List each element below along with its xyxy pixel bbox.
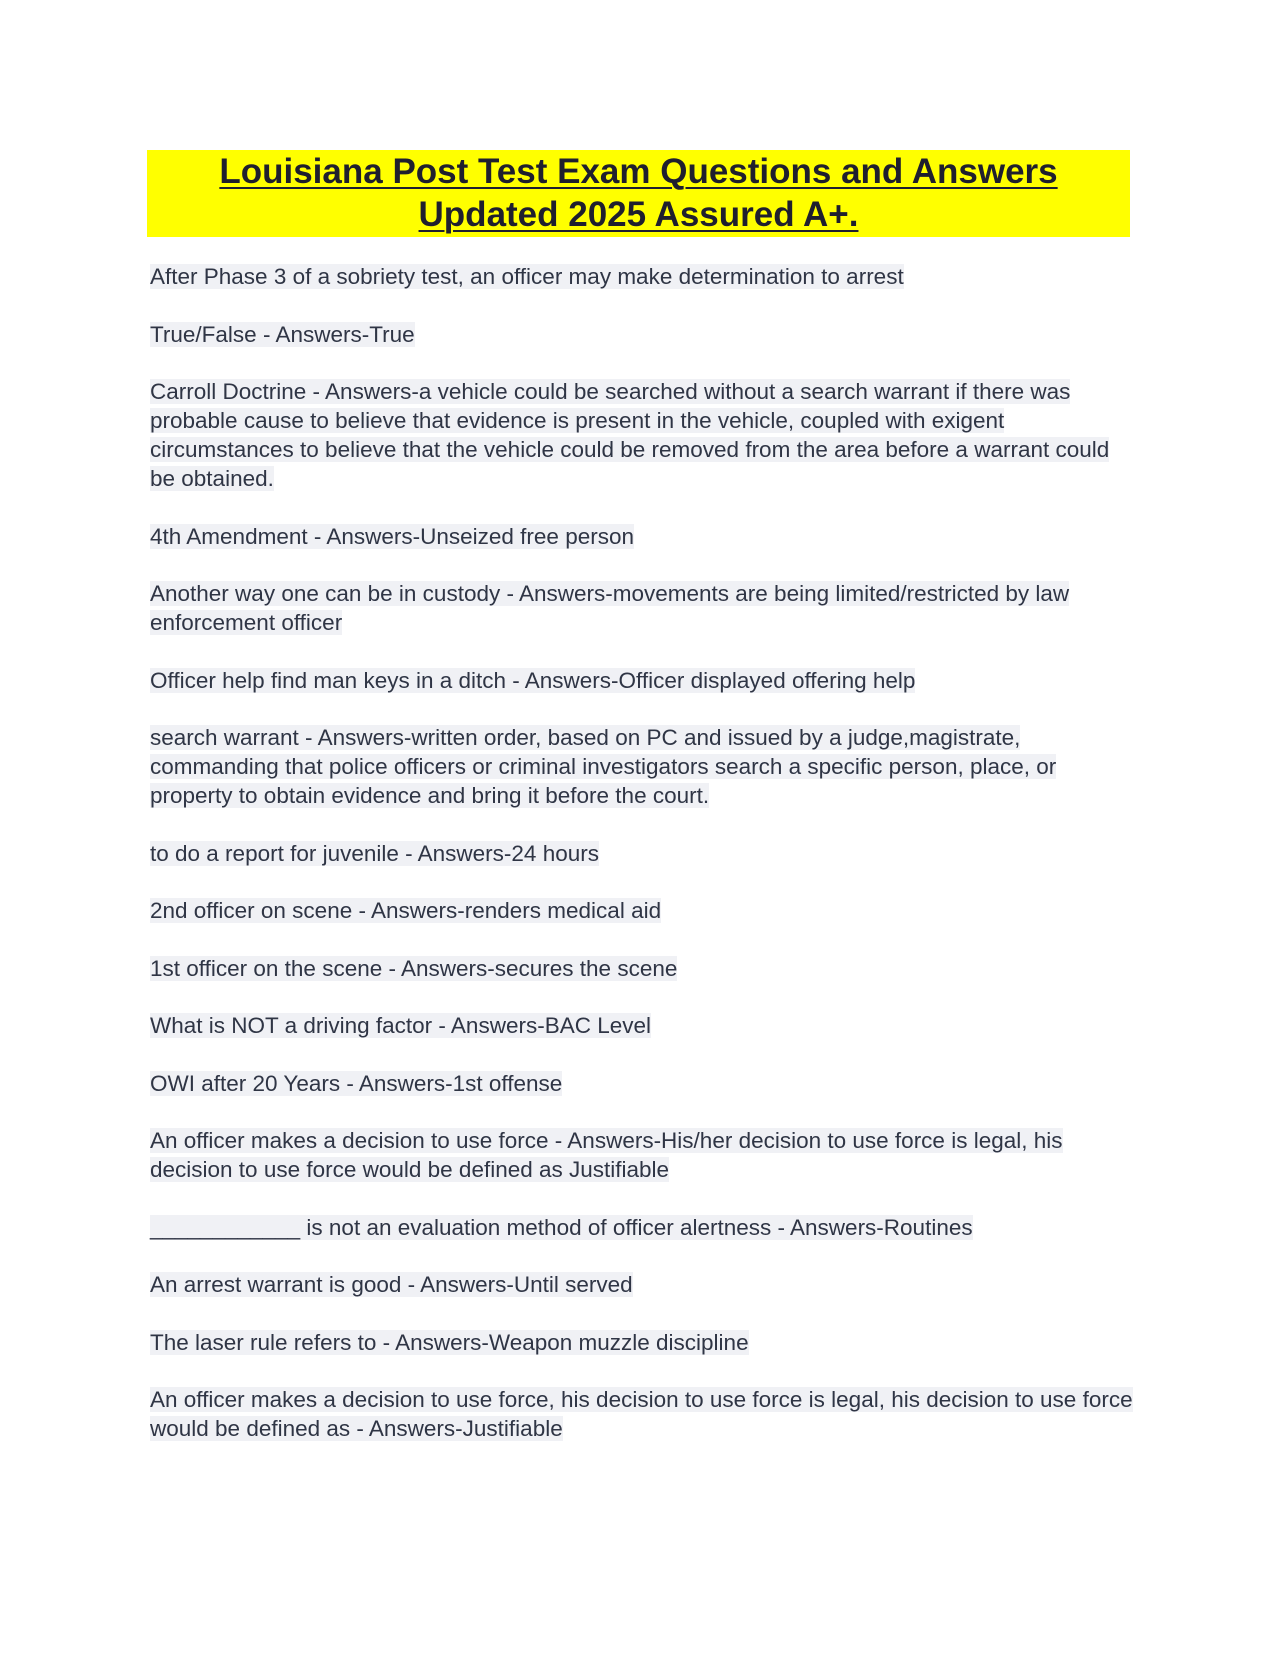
qa-text: 1st officer on the scene - Answers-secures the scene — [150, 955, 678, 981]
qa-entry — [150, 579, 1140, 637]
qa-text: An officer makes a decision to use force, his decision to use force is legal, his decision to use force would be defined as - Answers-Justifiable — [150, 1387, 1133, 1441]
qa-entry — [150, 723, 1140, 810]
qa-entry — [150, 1270, 1140, 1299]
qa-text: 4th Amendment - Answers-Unseized free person — [150, 523, 634, 549]
qa-text: Officer help find man keys in a ditch - Answers-Officer displayed offering help — [150, 667, 916, 693]
qa-entry — [150, 1385, 1140, 1443]
qa-entry — [150, 1011, 1140, 1040]
qa-text: An arrest warrant is good - Answers-Until served — [150, 1272, 633, 1297]
qa-text: search warrant - Answers-written order, based on PC and issued by a judge,magistrate, commanding that police officers or criminal investigators search a specific person, place, or property to obtain evidence and bring it before the court. — [150, 725, 1057, 808]
title-line-1: Louisiana Post Test Exam Questions and Answers — [219, 152, 1058, 191]
qa-entry — [150, 896, 1140, 925]
qa-entry — [150, 666, 1140, 695]
qa-entry — [150, 1213, 1140, 1242]
qa-text: True/False - Answers-True — [150, 321, 415, 347]
qa-entry — [150, 262, 1140, 291]
qa-text: ____________ is not an evaluation method of officer alertness - Answers-Routines — [150, 1214, 973, 1240]
qa-entry — [150, 320, 1140, 349]
qa-text: The laser rule refers to - Answers-Weapon muzzle discipline — [150, 1329, 749, 1355]
title-line-2: Updated 2025 Assured A+. — [418, 195, 859, 234]
qa-entry — [150, 377, 1140, 493]
qa-entry — [150, 839, 1140, 868]
qa-text: 2nd officer on scene - Answers-renders medical aid — [150, 898, 662, 923]
qa-text: An officer makes a decision to use force - Answers-His/her decision to use force is legal, his decision to use force would be defined as Justifiable — [150, 1128, 1063, 1182]
qa-text: What is NOT a driving factor - Answers-BAC Level — [150, 1013, 651, 1038]
qa-text: to do a report for juvenile - Answers-24 hours — [150, 840, 599, 866]
qa-entry — [150, 522, 1140, 551]
qa-entry — [150, 1126, 1140, 1184]
qa-text: OWI after 20 Years - Answers-1st offense — [150, 1070, 563, 1096]
qa-text: Another way one can be in custody - Answers-movements are being limited/restricted by law enforcement officer — [150, 581, 1070, 635]
document-title — [147, 150, 1130, 237]
qa-entry — [150, 954, 1140, 983]
qa-entry — [150, 1328, 1140, 1357]
qa-entry — [150, 1069, 1140, 1098]
qa-text: After Phase 3 of a sobriety test, an officer may make determination to arrest — [150, 264, 904, 289]
qa-list — [150, 262, 1140, 1472]
qa-text: Carroll Doctrine - Answers-a vehicle could be searched without a search warrant if there was probable cause to believe that evidence is present in the vehicle, coupled with exigent circumstances to believe that the vehicle could be removed from the area before a warrant could be obtained. — [150, 379, 1110, 491]
